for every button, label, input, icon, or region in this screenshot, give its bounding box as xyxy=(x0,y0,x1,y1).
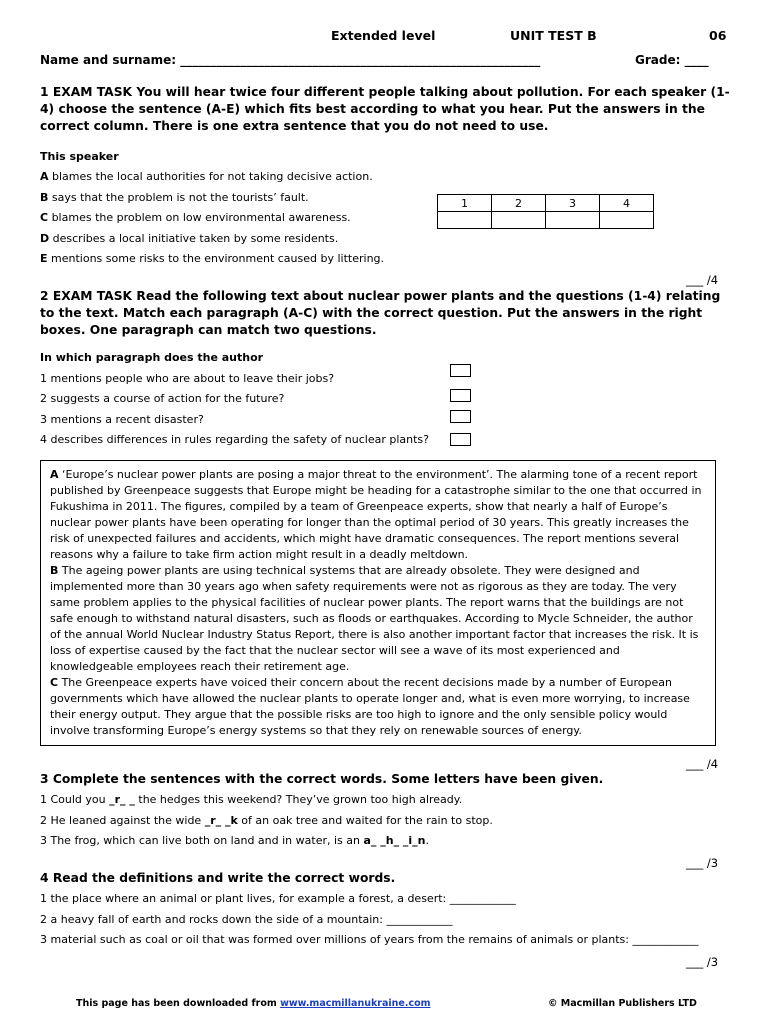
task2-question: 3 mentions a recent disaster? xyxy=(40,413,204,426)
answer-cell[interactable] xyxy=(492,212,546,229)
task4-title: 4 Read the definitions and write the correct words. xyxy=(40,871,396,885)
answer-col-header: 2 xyxy=(492,195,546,212)
page-number: 06 xyxy=(709,28,727,43)
answer-cell[interactable] xyxy=(438,212,492,229)
answer-cell[interactable] xyxy=(546,212,600,229)
task1-title: 1 EXAM TASK You will hear twice four different people talking about pollution. For each speaker (1-4) choose the sentence (A-E) which fits best according to what you hear. Put the answers in the correct column. There is one extra sentence that you do not need to use. xyxy=(40,85,730,133)
task2-lead: In which paragraph does the author xyxy=(40,351,264,364)
level-label: Extended level xyxy=(331,28,436,43)
task1-item-e: E mentions some risks to the environment caused by littering. xyxy=(40,252,385,265)
task1-score: ___ /4 xyxy=(686,273,719,287)
task1-item-a: A blames the local authorities for not taking decisive action. xyxy=(40,170,373,183)
task1-item-b: B says that the problem is not the tourists’ fault. xyxy=(40,191,309,204)
task4-definition: 1 the place where an animal or plant lives, for example a forest, a desert: ____________ xyxy=(40,892,516,905)
task4-definition: 2 a heavy fall of earth and rocks down the side of a mountain: ____________ xyxy=(40,913,453,926)
footer-link[interactable]: www.macmillanukraine.com xyxy=(280,998,431,1009)
task1-answer-table xyxy=(437,194,654,229)
paragraph-b: B The ageing power plants are using technical systems that are already obsolete. They were designed and implemented more than 30 years ago when safety requirements were not as rigorous as they are today. The very same problem applies to the physical facilities of nuclear power plants. The report warns that the buildings are not safe enough to withstand natural disasters, such as floods or earthquakes. According to Mycle Schneider, the author of the annual World Nuclear Industry Status Report, there is also another important factor that increases the risk. It is loss of expertise caused by the fact that the nuclear sector will see a wave of its most experienced and knowledgeable employees reach their retirement age. xyxy=(50,564,699,673)
task1-item-c: C blames the problem on low environmental awareness. xyxy=(40,211,351,224)
answer-col-header: 3 xyxy=(546,195,600,212)
answer-box[interactable] xyxy=(450,433,471,446)
answer-box[interactable] xyxy=(450,410,471,423)
task4-score: ___ /3 xyxy=(686,955,719,969)
task2-question: 1 mentions people who are about to leave their jobs? xyxy=(40,372,335,385)
task1-item-d: D describes a local initiative taken by some residents. xyxy=(40,232,339,245)
task3-title: 3 Complete the sentences with the correct words. Some letters have been given. xyxy=(40,772,604,786)
task1-lead: This speaker xyxy=(40,150,119,163)
test-label: UNIT TEST B xyxy=(510,28,597,43)
answer-col-header: 4 xyxy=(600,195,654,212)
paragraph-a: A ‘Europe’s nuclear power plants are posing a major threat to the environment’. The alarming tone of a recent report published by Greenpeace suggests that Europe might be heading for a catastrophe similar to the one that occurred in Fukushima in 2011. The figures, compiled by a team of Greenpeace experts, show that nearly a half of Europe’s nuclear power plants have been operating for longer than the optimal period of 30 years. This greatly increases the risk of unexpected failures and accidents, which might have dramatic consequences. The report mentions several reasons why a failure to take firm action might result in a deadly meltdown. xyxy=(50,468,702,561)
task2-score: ___ /4 xyxy=(686,757,719,771)
task3-score: ___ /3 xyxy=(686,856,719,870)
task4-definition: 3 material such as coal or oil that was formed over millions of years from the remains of animals or plants: ____________ xyxy=(40,933,699,946)
answer-box[interactable] xyxy=(450,364,471,377)
answer-col-header: 1 xyxy=(438,195,492,212)
task3-sentence: 1 Could you _r_ _ the hedges this weekend? They’ve grown too high already. xyxy=(40,793,463,806)
task2-title: 2 EXAM TASK Read the following text about nuclear power plants and the questions (1-4) relating to the text. Match each paragraph (A-C) with the correct question. Put the answers in the right boxes. One paragraph can match two questions. xyxy=(40,289,721,337)
task3-sentence: 3 The frog, which can live both on land and in water, is an a_ _h_ _i_n. xyxy=(40,834,429,847)
answer-cell[interactable] xyxy=(600,212,654,229)
task3-sentence: 2 He leaned against the wide _r_ _k of an oak tree and waited for the rain to stop. xyxy=(40,814,493,827)
answer-box[interactable] xyxy=(450,389,471,402)
footer-download: This page has been downloaded from www.macmillanukraine.com xyxy=(76,998,431,1009)
task2-question: 2 suggests a course of action for the future? xyxy=(40,392,285,405)
name-field-label: Name and surname: ____________________________________________________________ xyxy=(40,53,541,67)
task2-question: 4 describes differences in rules regarding the safety of nuclear plants? xyxy=(40,433,429,446)
grade-field-label: Grade: ____ xyxy=(635,53,709,67)
footer-copyright: © Macmillan Publishers LTD xyxy=(548,998,697,1009)
paragraph-c: C The Greenpeace experts have voiced their concern about the recent decisions made by a number of European governments which have allowed the nuclear plants to operate longer and, what is even more worrying, to increase their energy output. They argue that the possible risks are too high to ignore and the only sensible policy would involve transforming Europe’s energy systems so that they rely on renewable sources of energy. xyxy=(50,676,690,737)
reading-text-box xyxy=(40,460,716,746)
